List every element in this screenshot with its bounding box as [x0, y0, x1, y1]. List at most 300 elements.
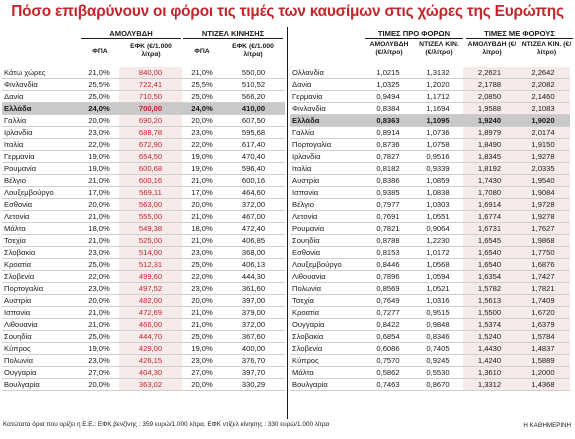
- value-cell: 1,9728: [516, 199, 570, 211]
- value-cell: 566,20: [222, 91, 285, 103]
- value-cell: 22,0%: [182, 139, 222, 151]
- country-cell: Αυστρία: [2, 295, 79, 307]
- value-cell: 21,0%: [182, 67, 222, 79]
- country-cell: Ολλανδία: [290, 67, 363, 79]
- diesel-excise-header: ΕΦΚ (€/1.000 λίτρα): [232, 43, 274, 58]
- table-row: [2, 199, 285, 211]
- country-cell: Ιρλανδία: [290, 151, 363, 163]
- country-cell: Λετονία: [2, 211, 79, 223]
- value-cell: 22,0%: [79, 139, 119, 151]
- value-cell: 17,0%: [182, 187, 222, 199]
- country-cell: Βέλγιο: [2, 175, 79, 187]
- value-cell: 1,7750: [516, 247, 570, 259]
- value-cell: 363,02: [119, 379, 182, 391]
- value-cell: 600,16: [119, 175, 182, 187]
- value-cell: 0,7649: [363, 295, 413, 307]
- country-cell: Ιταλία: [290, 163, 363, 175]
- value-cell: 0,7977: [363, 199, 413, 211]
- value-cell: 464,60: [222, 187, 285, 199]
- value-cell: 1,9540: [516, 175, 570, 187]
- country-cell: Δανία: [2, 91, 79, 103]
- value-cell: 0,9494: [363, 91, 413, 103]
- table-row: [2, 379, 285, 391]
- country-cell: Λουξεμβούργο: [290, 259, 363, 271]
- value-cell: 1,7430: [463, 175, 516, 187]
- value-cell: 0,9064: [413, 223, 463, 235]
- value-cell: 23,0%: [79, 283, 119, 295]
- value-cell: 19,0%: [182, 163, 222, 175]
- value-cell: 23,0%: [182, 247, 222, 259]
- value-cell: 330,29: [222, 379, 285, 391]
- value-cell: 0,7405: [413, 343, 463, 355]
- value-cell: 1,6545: [463, 235, 516, 247]
- value-cell: 470,40: [222, 151, 285, 163]
- value-cell: 18,0%: [79, 223, 119, 235]
- table-row: [290, 151, 570, 163]
- value-cell: 1,4837: [516, 343, 570, 355]
- value-cell: 1,1694: [413, 103, 463, 115]
- footnote: Κατώτατα όρια που ορίζει η Ε.Ε.: ΕΦΚ βενζίνης : 359 ευρώ/1.000 λίτρα, ΕΦΚ ντίζελ κίνησης : 330 ευρώ/1.000 λίτρα: [3, 421, 330, 428]
- value-cell: 1,0859: [413, 175, 463, 187]
- value-cell: 372,00: [222, 199, 285, 211]
- value-cell: 722,41: [119, 79, 182, 91]
- country-cell: Τσεχία: [290, 295, 363, 307]
- value-cell: 19,0%: [79, 343, 119, 355]
- value-cell: 0,7691: [363, 211, 413, 223]
- country-cell: Ρουμανία: [2, 163, 79, 175]
- country-cell: Κροατία: [290, 307, 363, 319]
- table-row: [2, 307, 285, 319]
- value-cell: 700,00: [119, 103, 182, 115]
- value-cell: 1,7627: [516, 223, 570, 235]
- value-cell: 23,0%: [79, 127, 119, 139]
- value-cell: 367,60: [222, 331, 285, 343]
- value-cell: 20,0%: [182, 115, 222, 127]
- country-cell: Γερμανία: [2, 151, 79, 163]
- value-cell: 1,9084: [516, 187, 570, 199]
- value-cell: 0,6854: [363, 331, 413, 343]
- value-cell: 27,0%: [182, 367, 222, 379]
- table-row: [290, 247, 570, 259]
- value-cell: 0,7896: [363, 271, 413, 283]
- country-cell: Ουγγαρία: [2, 367, 79, 379]
- value-cell: 0,5530: [413, 367, 463, 379]
- value-cell: 21,0%: [182, 175, 222, 187]
- value-cell: 1,5782: [463, 283, 516, 295]
- country-cell: Σλοβενία: [2, 271, 79, 283]
- value-cell: 1,9020: [516, 115, 570, 127]
- value-cell: 21,0%: [79, 211, 119, 223]
- country-cell: Κύπρος: [290, 355, 363, 367]
- value-cell: 514,00: [119, 247, 182, 259]
- gasoline-vat-header: ΦΠΑ: [92, 48, 108, 55]
- value-cell: 2,0174: [516, 127, 570, 139]
- value-cell: 0,9339: [413, 163, 463, 175]
- value-cell: 397,00: [222, 295, 285, 307]
- diesel-vat-header: ΦΠΑ: [194, 48, 210, 55]
- table-row: [290, 223, 570, 235]
- value-cell: 0,8788: [363, 235, 413, 247]
- value-cell: 607,50: [222, 115, 285, 127]
- value-cell: 444,30: [222, 271, 285, 283]
- value-cell: 1,6540: [463, 259, 516, 271]
- country-cell: Εσθονία: [2, 199, 79, 211]
- value-cell: 25,0%: [79, 331, 119, 343]
- table-row: [290, 355, 570, 367]
- table-row: [2, 187, 285, 199]
- table-row: [2, 67, 285, 79]
- value-cell: 654,50: [119, 151, 182, 163]
- value-cell: 400,00: [222, 343, 285, 355]
- table-row: [2, 319, 285, 331]
- table-row: [2, 235, 285, 247]
- value-cell: 25,5%: [182, 79, 222, 91]
- table-row: [290, 211, 570, 223]
- value-cell: 512,31: [119, 259, 182, 271]
- value-cell: 2,2642: [516, 67, 570, 79]
- table-row: [2, 103, 285, 115]
- value-cell: 21,0%: [79, 175, 119, 187]
- value-cell: 1,9868: [516, 235, 570, 247]
- value-cell: 2,0335: [516, 163, 570, 175]
- value-cell: 596,40: [222, 163, 285, 175]
- value-cell: 21,0%: [79, 235, 119, 247]
- value-cell: 22,0%: [79, 271, 119, 283]
- value-cell: 690,20: [119, 115, 182, 127]
- value-cell: 472,69: [119, 307, 182, 319]
- value-cell: 1,4430: [463, 343, 516, 355]
- value-cell: 20,0%: [79, 199, 119, 211]
- value-cell: 20,0%: [182, 379, 222, 391]
- value-cell: 24,0%: [79, 103, 119, 115]
- country-cell: Ισπανία: [2, 307, 79, 319]
- value-cell: 1,5613: [463, 295, 516, 307]
- value-cell: 0,7827: [363, 151, 413, 163]
- country-cell: Δανία: [290, 79, 363, 91]
- value-cell: 1,0303: [413, 199, 463, 211]
- country-cell: Βουλγαρία: [2, 379, 79, 391]
- value-cell: 1,7409: [516, 295, 570, 307]
- country-cell: Σλοβακία: [2, 247, 79, 259]
- value-cell: 1,6354: [463, 271, 516, 283]
- value-cell: 17,0%: [79, 187, 119, 199]
- table-row: [290, 259, 570, 271]
- value-cell: 444,70: [119, 331, 182, 343]
- value-cell: 21,0%: [79, 307, 119, 319]
- country-cell: Τσεχία: [2, 235, 79, 247]
- value-cell: 1,7821: [516, 283, 570, 295]
- value-cell: 472,40: [222, 223, 285, 235]
- table-row: [290, 367, 570, 379]
- value-cell: 0,7570: [363, 355, 413, 367]
- value-cell: 23,0%: [182, 355, 222, 367]
- value-cell: 20,0%: [182, 295, 222, 307]
- value-cell: 0,8182: [363, 163, 413, 175]
- value-cell: 482,00: [119, 295, 182, 307]
- value-cell: 23,0%: [182, 283, 222, 295]
- value-cell: 1,0551: [413, 211, 463, 223]
- value-cell: 1,7080: [463, 187, 516, 199]
- country-cell: Μάλτα: [290, 367, 363, 379]
- country-cell: Φινλανδία: [290, 103, 363, 115]
- value-cell: 1,6774: [463, 211, 516, 223]
- value-cell: 0,8363: [363, 115, 413, 127]
- country-cell: Μάλτα: [2, 223, 79, 235]
- value-cell: 19,0%: [79, 163, 119, 175]
- value-cell: 1,7427: [516, 271, 570, 283]
- value-cell: 1,9240: [463, 115, 516, 127]
- value-cell: 1,3610: [463, 367, 516, 379]
- value-cell: 18,0%: [182, 223, 222, 235]
- value-cell: 1,4240: [463, 355, 516, 367]
- value-cell: 2,1083: [516, 103, 570, 115]
- value-cell: 19,0%: [79, 151, 119, 163]
- value-cell: 25,0%: [79, 91, 119, 103]
- prices-table: [290, 67, 570, 391]
- value-cell: 1,0568: [413, 259, 463, 271]
- value-cell: 600,68: [119, 163, 182, 175]
- value-cell: 1,8979: [463, 127, 516, 139]
- value-cell: 1,0758: [413, 139, 463, 151]
- table-row: [2, 151, 285, 163]
- value-cell: 555,00: [119, 211, 182, 223]
- value-cell: 0,8153: [363, 247, 413, 259]
- country-cell: Ελλάδα: [2, 103, 79, 115]
- value-cell: 1,6914: [463, 199, 516, 211]
- table-row: [2, 367, 285, 379]
- value-cell: 1,0325: [363, 79, 413, 91]
- value-cell: 549,38: [119, 223, 182, 235]
- gasoline-excise-header: ΕΦΚ (€/1.000 λίτρα): [130, 43, 172, 58]
- value-cell: 19,0%: [182, 343, 222, 355]
- value-cell: 1,0215: [363, 67, 413, 79]
- value-cell: 21,0%: [182, 235, 222, 247]
- table-row: [290, 331, 570, 343]
- country-cell: Λετονία: [290, 211, 363, 223]
- value-cell: 2,2082: [516, 79, 570, 91]
- country-cell: Ουγγαρία: [290, 319, 363, 331]
- value-cell: 406,13: [222, 259, 285, 271]
- table-row: [2, 247, 285, 259]
- value-cell: 600,16: [222, 175, 285, 187]
- value-cell: 497,52: [119, 283, 182, 295]
- value-cell: 0,8569: [363, 283, 413, 295]
- value-cell: 1,4368: [516, 379, 570, 391]
- value-cell: 0,9515: [413, 307, 463, 319]
- value-cell: 0,9516: [413, 151, 463, 163]
- table-row: [290, 91, 570, 103]
- value-cell: 1,0736: [413, 127, 463, 139]
- table-row: [290, 127, 570, 139]
- value-cell: 563,00: [119, 199, 182, 211]
- table-row: [2, 259, 285, 271]
- value-cell: 1,9588: [463, 103, 516, 115]
- value-cell: 1,0838: [413, 187, 463, 199]
- value-cell: 1,0521: [413, 283, 463, 295]
- table-row: [290, 175, 570, 187]
- country-cell: Ρουμανία: [290, 223, 363, 235]
- value-cell: 20,0%: [79, 115, 119, 127]
- source-credit: Η ΚΑΘΗΜΕΡΙΝΗ: [523, 422, 571, 429]
- value-cell: 2,1460: [516, 91, 570, 103]
- value-cell: 25,0%: [182, 259, 222, 271]
- table-row: [2, 355, 285, 367]
- country-cell: Πορτογαλία: [290, 139, 363, 151]
- value-cell: 2,2621: [463, 67, 516, 79]
- value-cell: 24,0%: [182, 103, 222, 115]
- country-cell: Γαλλία: [290, 127, 363, 139]
- value-cell: 0,8914: [363, 127, 413, 139]
- value-cell: 467,00: [222, 211, 285, 223]
- value-cell: 1,0172: [413, 247, 463, 259]
- value-cell: 25,5%: [79, 79, 119, 91]
- table-row: [290, 199, 570, 211]
- value-cell: 368,00: [222, 247, 285, 259]
- country-cell: Βέλγιο: [290, 199, 363, 211]
- value-cell: 21,0%: [182, 211, 222, 223]
- value-cell: 0,9848: [413, 319, 463, 331]
- value-cell: 397,70: [222, 367, 285, 379]
- country-cell: Λιθουανία: [2, 319, 79, 331]
- table-row: [2, 271, 285, 283]
- value-cell: 1,2230: [413, 235, 463, 247]
- table-row: [2, 127, 285, 139]
- value-cell: 0,9245: [413, 355, 463, 367]
- value-cell: 25,0%: [79, 259, 119, 271]
- gasoline-group-header: ΑΜΟΛΥΒΔΗ: [81, 29, 181, 39]
- country-cell: Λιθουανία: [290, 271, 363, 283]
- value-cell: 1,9278: [516, 211, 570, 223]
- value-cell: 1,0594: [413, 271, 463, 283]
- table-row: [290, 235, 570, 247]
- pretax-group-header: ΤΙΜΕΣ ΠΡΟ ΦΟΡΩΝ: [365, 29, 463, 39]
- value-cell: 23,0%: [79, 355, 119, 367]
- table-row: [2, 343, 285, 355]
- value-cell: 1,8490: [463, 139, 516, 151]
- withtax-group-header: ΤΙΜΕΣ ΜΕ ΦΟΡΟΥΣ: [466, 29, 573, 39]
- value-cell: 0,6086: [363, 343, 413, 355]
- table-row: [290, 163, 570, 175]
- country-cell: Σουηδία: [290, 235, 363, 247]
- value-cell: 1,8345: [463, 151, 516, 163]
- value-cell: 21,0%: [182, 319, 222, 331]
- value-cell: 0,8346: [413, 331, 463, 343]
- country-cell: Σλοβακία: [290, 331, 363, 343]
- value-cell: 1,5889: [516, 355, 570, 367]
- value-cell: 0,8422: [363, 319, 413, 331]
- value-cell: 1,5240: [463, 331, 516, 343]
- value-cell: 1,6876: [516, 259, 570, 271]
- country-cell: Φινλανδία: [2, 79, 79, 91]
- value-cell: 1,6540: [463, 247, 516, 259]
- value-cell: 0,5862: [363, 367, 413, 379]
- value-cell: 406,85: [222, 235, 285, 247]
- value-cell: 617,40: [222, 139, 285, 151]
- value-cell: 27,0%: [79, 367, 119, 379]
- table-row: [290, 115, 570, 127]
- value-cell: 2,1788: [463, 79, 516, 91]
- value-cell: 1,6379: [516, 319, 570, 331]
- value-cell: 0,7463: [363, 379, 413, 391]
- value-cell: 372,00: [222, 319, 285, 331]
- table-row: [2, 79, 285, 91]
- table-row: [290, 79, 570, 91]
- value-cell: 19,0%: [182, 151, 222, 163]
- value-cell: 1,3132: [413, 67, 463, 79]
- table-row: [290, 295, 570, 307]
- country-cell: Σουηδία: [2, 331, 79, 343]
- value-cell: 21,0%: [182, 307, 222, 319]
- value-cell: 20,0%: [79, 379, 119, 391]
- column-divider: [287, 27, 288, 419]
- table-row: [2, 175, 285, 187]
- country-cell: Γερμανία: [290, 91, 363, 103]
- value-cell: 379,00: [222, 307, 285, 319]
- table-row: [2, 295, 285, 307]
- table-row: [2, 211, 285, 223]
- table-row: [2, 223, 285, 235]
- value-cell: 569,11: [119, 187, 182, 199]
- value-cell: 1,6720: [516, 307, 570, 319]
- table-row: [290, 67, 570, 79]
- value-cell: 404,30: [119, 367, 182, 379]
- table-row: [290, 379, 570, 391]
- table-row: [2, 139, 285, 151]
- page-title: Πόσο επιβαρύνουν οι φόροι τις τιμές των καυσίμων στις χώρες της Ευρώπης: [11, 3, 564, 20]
- table-row: [290, 271, 570, 283]
- excise-vat-table: [2, 67, 285, 391]
- value-cell: 410,00: [222, 103, 285, 115]
- country-cell: Κροατία: [2, 259, 79, 271]
- value-cell: 25,0%: [182, 331, 222, 343]
- value-cell: 21,0%: [79, 319, 119, 331]
- country-cell: Εσθονία: [290, 247, 363, 259]
- value-cell: 710,50: [119, 91, 182, 103]
- value-cell: 525,00: [119, 235, 182, 247]
- value-cell: 688,78: [119, 127, 182, 139]
- value-cell: 0,9385: [363, 187, 413, 199]
- table-row: [2, 91, 285, 103]
- country-cell: Ιταλία: [2, 139, 79, 151]
- value-cell: 2,0850: [463, 91, 516, 103]
- country-cell: Αυστρία: [290, 175, 363, 187]
- value-cell: 1,8192: [463, 163, 516, 175]
- value-cell: 25,0%: [182, 91, 222, 103]
- country-cell: Πολωνία: [290, 283, 363, 295]
- value-cell: 20,0%: [79, 295, 119, 307]
- withtax-gas-header: ΑΜΟΛΥΒΔΗ (€/λίτρο): [467, 41, 517, 56]
- table-row: [2, 163, 285, 175]
- value-cell: 0,8386: [363, 175, 413, 187]
- value-cell: 1,2000: [516, 367, 570, 379]
- table-row: [290, 307, 570, 319]
- country-cell: Βουλγαρία: [290, 379, 363, 391]
- country-cell: Κάτω χώρες: [2, 67, 79, 79]
- value-cell: 1,3312: [463, 379, 516, 391]
- value-cell: 0,8670: [413, 379, 463, 391]
- country-cell: Ελλάδα: [290, 115, 363, 127]
- country-cell: Γαλλία: [2, 115, 79, 127]
- table-row: [290, 139, 570, 151]
- table-row: [2, 283, 285, 295]
- value-cell: 426,15: [119, 355, 182, 367]
- country-cell: Πολωνία: [2, 355, 79, 367]
- value-cell: 595,68: [222, 127, 285, 139]
- pretax-gas-header: ΑΜΟΛΥΒΔΗ (€/λίτρο): [369, 41, 409, 56]
- table-row: [290, 319, 570, 331]
- country-cell: Ιρλανδία: [2, 127, 79, 139]
- value-cell: 510,52: [222, 79, 285, 91]
